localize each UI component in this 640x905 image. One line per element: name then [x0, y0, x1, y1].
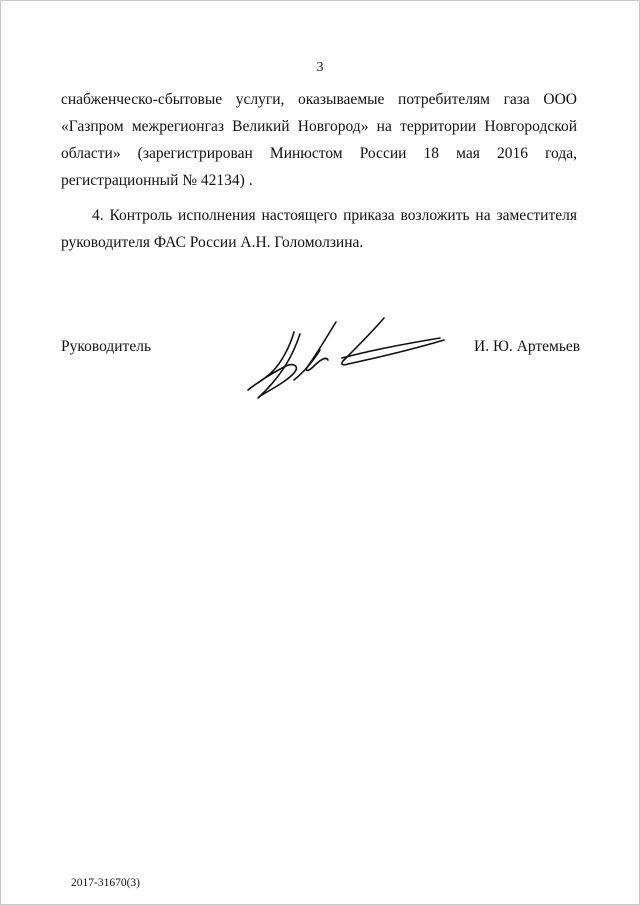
document-body — [61, 86, 577, 256]
handwritten-signature — [244, 310, 449, 405]
paragraph-1-line-3: области» (зарегистрирован Минюстом России 18 мая 2016 года, — [61, 145, 577, 162]
paragraph-1-line-1: снабженческо-сбытовые услуги, оказываемые потребителям газа ООО — [61, 91, 577, 108]
paragraph-1-line-4: регистрационный № 42134) . — [61, 172, 253, 189]
paragraph-2-line-2: руководителя ФАС России А.Н. Голомолзина. — [61, 234, 364, 251]
document-id: 2017-31670(3) — [71, 877, 140, 889]
page-number: 3 — [316, 60, 324, 75]
paragraph-2-line-1: 4. Контроль исполнения настоящего приказа возложить на заместителя — [92, 207, 577, 224]
paragraph-1-line-2: «Газпром межрегионгаз Великий Новгород» на территории Новгородской — [61, 118, 577, 135]
signatory-role: Руководитель — [61, 338, 152, 355]
signatory-name: И. Ю. Артемьев — [474, 338, 581, 355]
